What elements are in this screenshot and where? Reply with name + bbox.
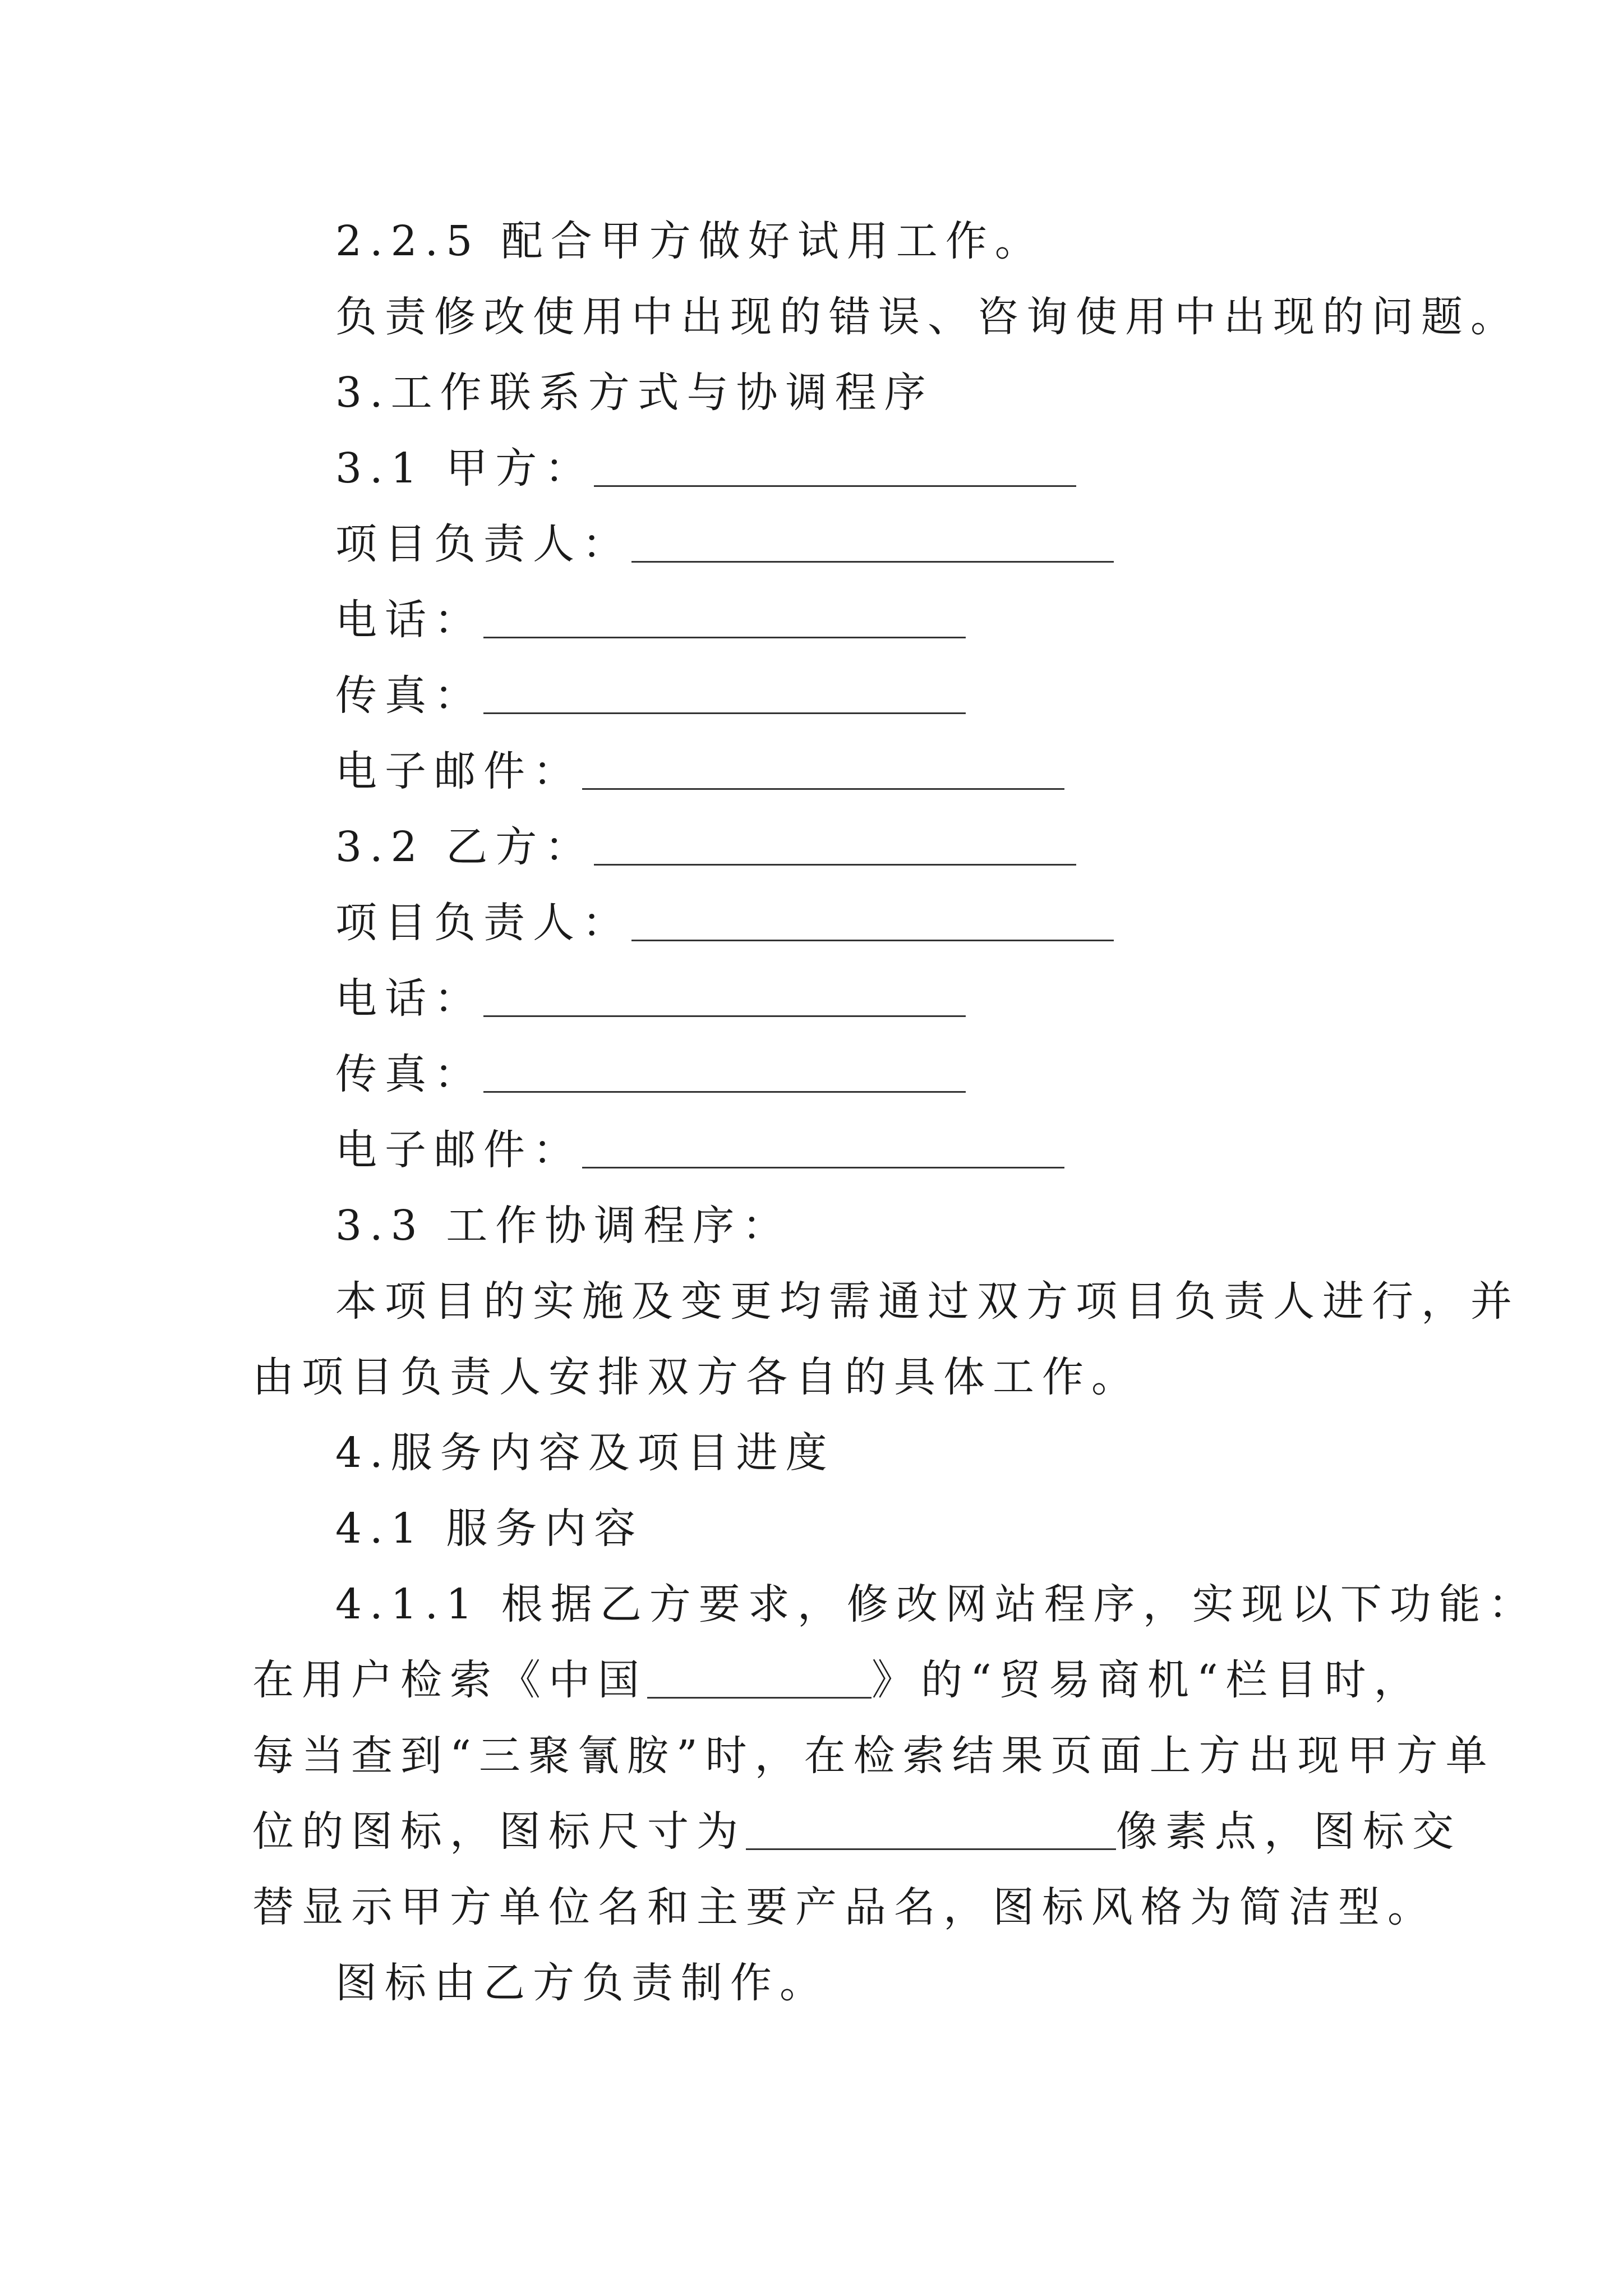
field-party-b-email [335,1125,1064,1175]
text: 2.2.5 配合甲方做好试用工作。 [335,217,1044,265]
field-party-b-fax [335,1049,966,1099]
text-line-responsibility [335,292,1520,342]
heading-text: 4.1 服务内容 [335,1504,644,1553]
field-label: 电子邮件： [335,1126,582,1174]
field-party-a [335,443,1076,494]
field-label: 传真： [335,1050,483,1098]
field-label: 项目负责人： [335,520,631,568]
text: 》的“贸易商机“栏目时， [872,1656,1423,1704]
section-heading-3-3 [335,1200,791,1251]
field-label: 电话： [335,974,483,1023]
text: 负责修改使用中出现的错误、咨询使用中出现的问题。 [335,293,1520,341]
blank-line [631,519,1114,563]
paragraph-line [335,1958,829,2008]
blank-line [582,1125,1064,1168]
section-heading-4-1 [335,1503,643,1554]
blank-line [483,595,966,638]
field-label: 传真： [335,671,483,720]
blank-line [483,671,966,714]
paragraph-line [252,1882,1437,1932]
text: 在用户检索《中国 [252,1656,647,1704]
text: 图标由乙方负责制作。 [335,1959,829,2007]
text: 位的图标，图标尺寸为 [252,1807,746,1856]
blank-line [594,822,1076,866]
field-party-a-email [335,746,1064,797]
field-party-b [335,822,1076,872]
heading-text: 3.3 工作协调程序： [335,1202,792,1250]
paragraph-line [335,1579,1538,1630]
heading-text: 3.工作联系方式与协调程序 [335,369,934,417]
field-label: 项目负责人： [335,899,631,947]
field-label: 3.1 甲方： [335,444,594,493]
field-label: 电话： [335,596,483,644]
text: 由项目负责人安排双方各自的具体工作。 [252,1353,1141,1401]
text: 替显示甲方单位名和主要产品名，图标风格为简洁型。 [252,1883,1437,1931]
text-line-2-2-5 [335,216,1044,266]
section-heading-4 [335,1428,835,1478]
blank-line [631,898,1114,941]
field-party-a-manager [335,519,1114,569]
blank-line [594,444,1076,487]
field-party-b-phone [335,973,966,1024]
blank-line [582,747,1064,790]
field-party-b-manager [335,898,1114,948]
field-party-a-fax [335,670,966,721]
text: 4.1.1 根据乙方要求，修改网站程序，实现以下功能： [335,1580,1538,1628]
text: 每当查到“三聚氰胺”时，在检索结果页面上方出现甲方单 [252,1732,1495,1780]
text: 本项目的实施及变更均需通过双方项目负责人进行，并 [335,1277,1520,1326]
blank-line [647,1655,872,1699]
paragraph-line [252,1655,1423,1705]
paragraph-line [335,1276,1520,1327]
paragraph-line [252,1352,1141,1402]
text: 像素点，图标交 [1116,1807,1461,1856]
heading-text: 4.服务内容及项目进度 [335,1429,835,1477]
field-label: 电子邮件： [335,747,582,795]
blank-line [483,974,966,1017]
blank-line [746,1807,1116,1850]
paragraph-line [252,1806,1461,1857]
paragraph-line [252,1731,1495,1781]
blank-line [483,1050,966,1093]
section-heading-3 [335,367,934,418]
field-label: 3.2 乙方： [335,823,594,871]
field-party-a-phone [335,595,966,645]
